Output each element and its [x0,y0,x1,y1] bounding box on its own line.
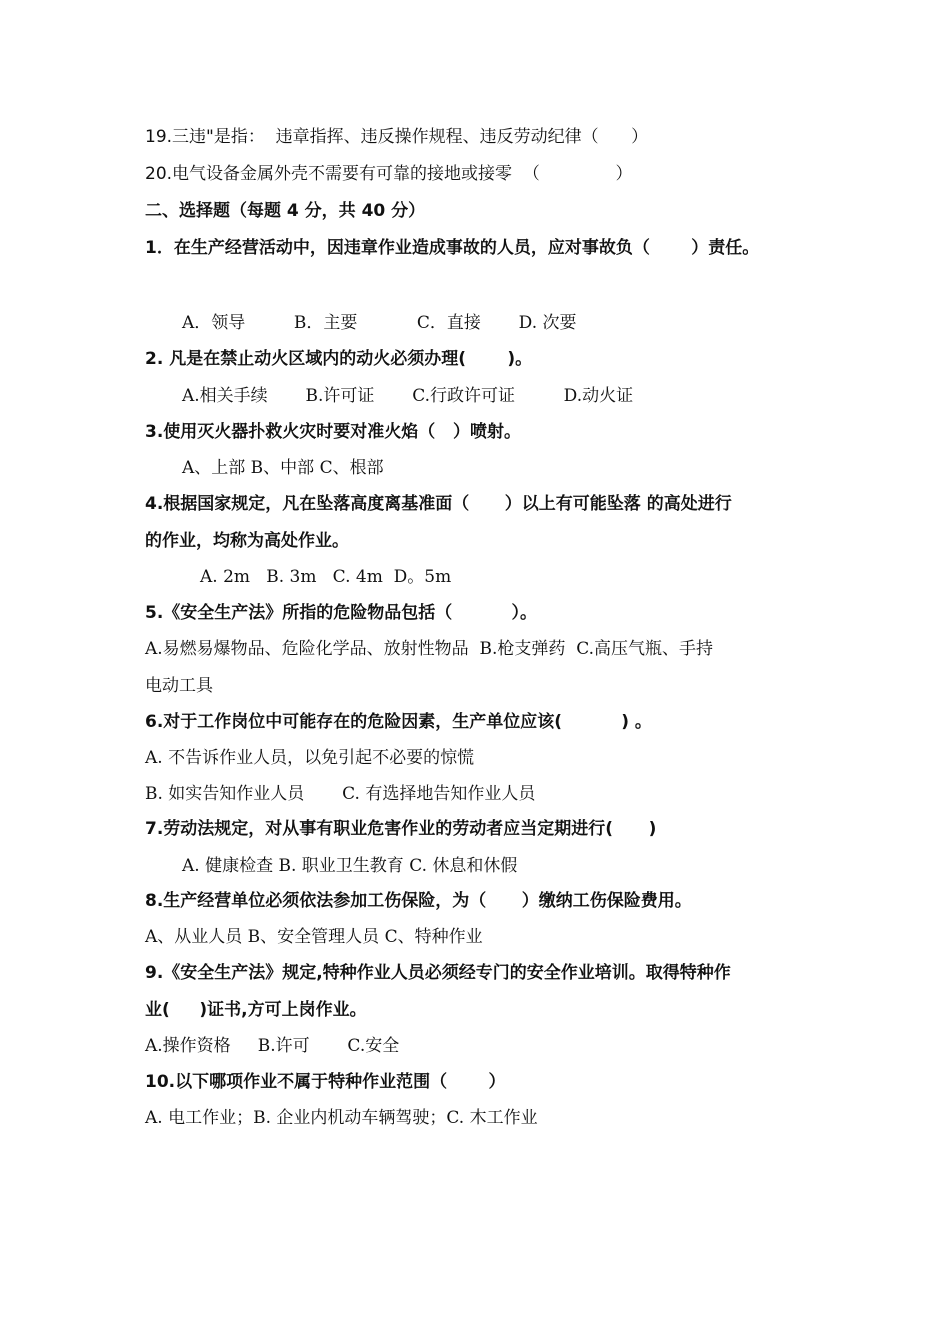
question-6-option-a: A. 不告诉作业人员，以免引起不必要的惊慌 [145,748,475,768]
question-5-options-cont: 电动工具 [145,676,213,696]
question-4-options: A. 2m B. 3m C. 4m D。5m [200,567,452,587]
question-1-stem: 1．在生产经营活动中，因违章作业造成事故的人员，应对事故负（ ）责任。 [145,238,760,258]
question-4-stem: 4.根据国家规定，凡在坠落高度离基准面（ ）以上有可能坠落 的高处进行 [145,494,732,514]
question-4-stem-cont: 的作业，均称为高处作业。 [145,531,349,551]
question-10-stem: 10.以下哪项作业不属于特种作业范围（ ） [145,1072,506,1092]
question-3-options: A、上部 B、中部 C、根部 [182,458,384,478]
question-6-stem: 6.对于工作岗位中可能存在的危险因素，生产单位应该( ) 。 [145,712,652,732]
question-1-options: A．领导 B．主要 C．直接 D. 次要 [182,313,577,333]
section-title: 二、选择题（每题 4 分，共 40 分） [145,201,426,221]
question-9-stem: 9.《安全生产法》规定,特种作业人员必须经专门的安全作业培训。取得特种作 [145,963,731,983]
question-9-stem-cont: 业( )证书,方可上岗作业。 [145,1000,367,1020]
question-7-options: A. 健康检查 B. 职业卫生教育 C. 休息和休假 [182,856,518,876]
question-2-options: A.相关手续 B.许可证 C.行政许可证 D.动火证 [182,386,634,406]
question-5-options: A.易燃易爆物品、危险化学品、放射性物品 B.枪支弹药 C.高压气瓶、手持 [145,639,713,659]
question-8-stem: 8.生产经营单位必须依法参加工伤保险，为（ ）缴纳工伤保险费用。 [145,891,692,911]
question-9-options: A.操作资格 B.许可 C.安全 [145,1036,400,1056]
tf-item-19: 19.三违"是指： 违章指挥、违反操作规程、违反劳动纪律（ ） [145,127,649,147]
question-2-stem: 2. 凡是在禁止动火区域内的动火必须办理( )。 [145,349,533,369]
question-6-option-bc: B. 如实告知作业人员 C. 有选择地告知作业人员 [145,784,536,804]
question-8-options: A、从业人员 B、安全管理人员 C、特种作业 [145,927,483,947]
tf-item-20: 20.电气设备金属外壳不需要有可靠的接地或接零 （ ） [145,164,633,184]
question-10-options: A. 电工作业；B. 企业内机动车辆驾驶；C. 木工作业 [145,1108,538,1128]
question-3-stem: 3.使用灭火器扑救火灾时要对准火焰（ ）喷射。 [145,422,522,442]
question-5-stem: 5.《安全生产法》所指的危险物品包括（ ）。 [145,603,537,623]
question-7-stem: 7.劳动法规定，对从事有职业危害作业的劳动者应当定期进行( ) [145,819,657,839]
